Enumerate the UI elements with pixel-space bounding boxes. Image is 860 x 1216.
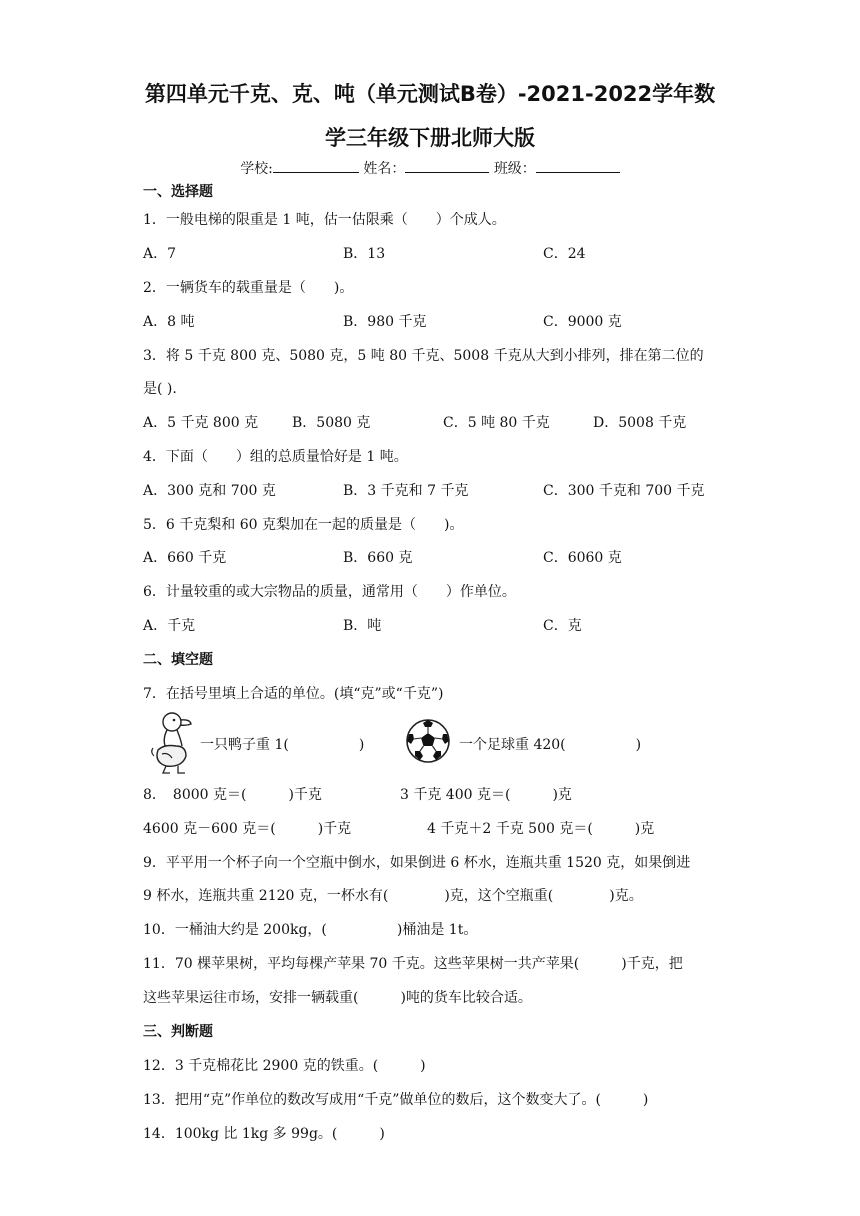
duck-image <box>148 710 200 776</box>
class-blank <box>536 158 620 173</box>
question-13: 13．把用“克”作单位的数改写成用“千克”做单位的数后，这个数变大了。( ) <box>143 1092 649 1108</box>
question-10: 10．一桶油大约是 200kg，( )桶油是 1t。 <box>143 922 478 938</box>
school-label: 学校: <box>240 161 273 177</box>
question-8-part-b: 3 千克 400 克＝( )克 <box>400 787 572 803</box>
q7-duck-text: 一只鸭子重 1( ) <box>200 737 365 753</box>
question-2: 2．一辆货车的载重量是（ )。 <box>143 280 354 296</box>
q6-option-c: C．克 <box>543 618 582 634</box>
question-12: 12．3 千克棉花比 2900 克的铁重。( ) <box>143 1058 426 1074</box>
q1-option-b: B．13 <box>343 246 386 262</box>
q4-option-a: A．300 克和 700 克 <box>143 483 276 499</box>
question-7: 7．在括号里填上合适的单位。(填“克”或“千克”) <box>143 686 444 702</box>
q2-option-b: B．980 千克 <box>343 314 427 330</box>
q2-option-a: A．8 吨 <box>143 314 195 330</box>
q5-option-a: A．660 千克 <box>143 550 227 566</box>
class-label: 班级： <box>493 161 536 177</box>
q3-option-a: A．5 千克 800 克 <box>143 415 259 431</box>
q4-option-b: B．3 千克和 7 千克 <box>343 483 469 499</box>
document-title-line2: 学三年级下册北师大版 <box>325 126 535 150</box>
question-3-line2: 是( ). <box>143 381 177 397</box>
question-8-part-c: 4600 克－600 克＝( )千克 <box>143 821 352 837</box>
q1-option-c: C．24 <box>543 246 586 262</box>
question-8-part-a: 8． 8000 克＝( )千克 <box>143 787 322 803</box>
q3-option-d: D．5008 千克 <box>593 415 687 431</box>
q3-option-c: C．5 吨 80 千克 <box>443 415 550 431</box>
q6-option-b: B．吨 <box>343 618 382 634</box>
question-5: 5．6 千克梨和 60 克梨加在一起的质量是（ )。 <box>143 517 464 533</box>
question-6: 6．计量较重的或大宗物品的质量，通常用（ ）作单位。 <box>143 584 516 600</box>
q5-option-b: B．660 克 <box>343 550 413 566</box>
question-9-line2: 9 杯水，连瓶共重 2120 克，一杯水有( )克，这个空瓶重( )克。 <box>143 888 643 904</box>
question-3-line1: 3．将 5 千克 800 克、5080 克，5 吨 80 千克、5008 千克从大到小排列，排在第二位的 <box>143 348 704 364</box>
question-8-part-d: 4 千克＋2 千克 500 克＝( )克 <box>427 821 655 837</box>
question-4: 4．下面（ ）组的总质量恰好是 1 吨。 <box>143 449 408 465</box>
q6-option-a: A．千克 <box>143 618 196 634</box>
question-11-line2: 这些苹果运往市场，安排一辆载重( )吨的货车比较合适。 <box>143 990 532 1006</box>
question-1: 1．一般电梯的限重是 1 吨，估一估限乘（ ）个成人。 <box>143 212 506 228</box>
q7-ball-text: 一个足球重 420( ) <box>459 737 642 753</box>
q4-option-c: C．300 千克和 700 千克 <box>543 483 705 499</box>
q3-option-b: B．5080 克 <box>292 415 371 431</box>
name-label: 姓名： <box>363 161 406 177</box>
document-title-line1: 第四单元千克、克、吨（单元测试B卷）-2021-2022学年数 <box>144 82 716 106</box>
question-9-line1: 9．平平用一个杯子向一个空瓶中倒水，如果倒进 6 杯水，连瓶共重 1520 克，如果倒进 <box>143 855 691 871</box>
section-judge-heading: 三、判断题 <box>143 1024 213 1040</box>
question-11-line1: 11．70 棵苹果树，平均每棵产苹果 70 千克。这些苹果树一共产苹果( )千克，把 <box>143 956 683 972</box>
section-choice-heading: 一、选择题 <box>143 184 213 200</box>
name-blank <box>405 158 489 173</box>
q5-option-c: C．6060 克 <box>543 550 622 566</box>
student-info-row <box>0 158 860 178</box>
question-14: 14．100kg 比 1kg 多 99g。( ) <box>143 1126 385 1142</box>
soccer-ball-image <box>405 718 451 764</box>
q2-option-c: C．9000 克 <box>543 314 622 330</box>
section-fill-heading: 二、填空题 <box>143 652 213 668</box>
school-blank <box>273 158 359 173</box>
q1-option-a: A．7 <box>143 246 177 262</box>
